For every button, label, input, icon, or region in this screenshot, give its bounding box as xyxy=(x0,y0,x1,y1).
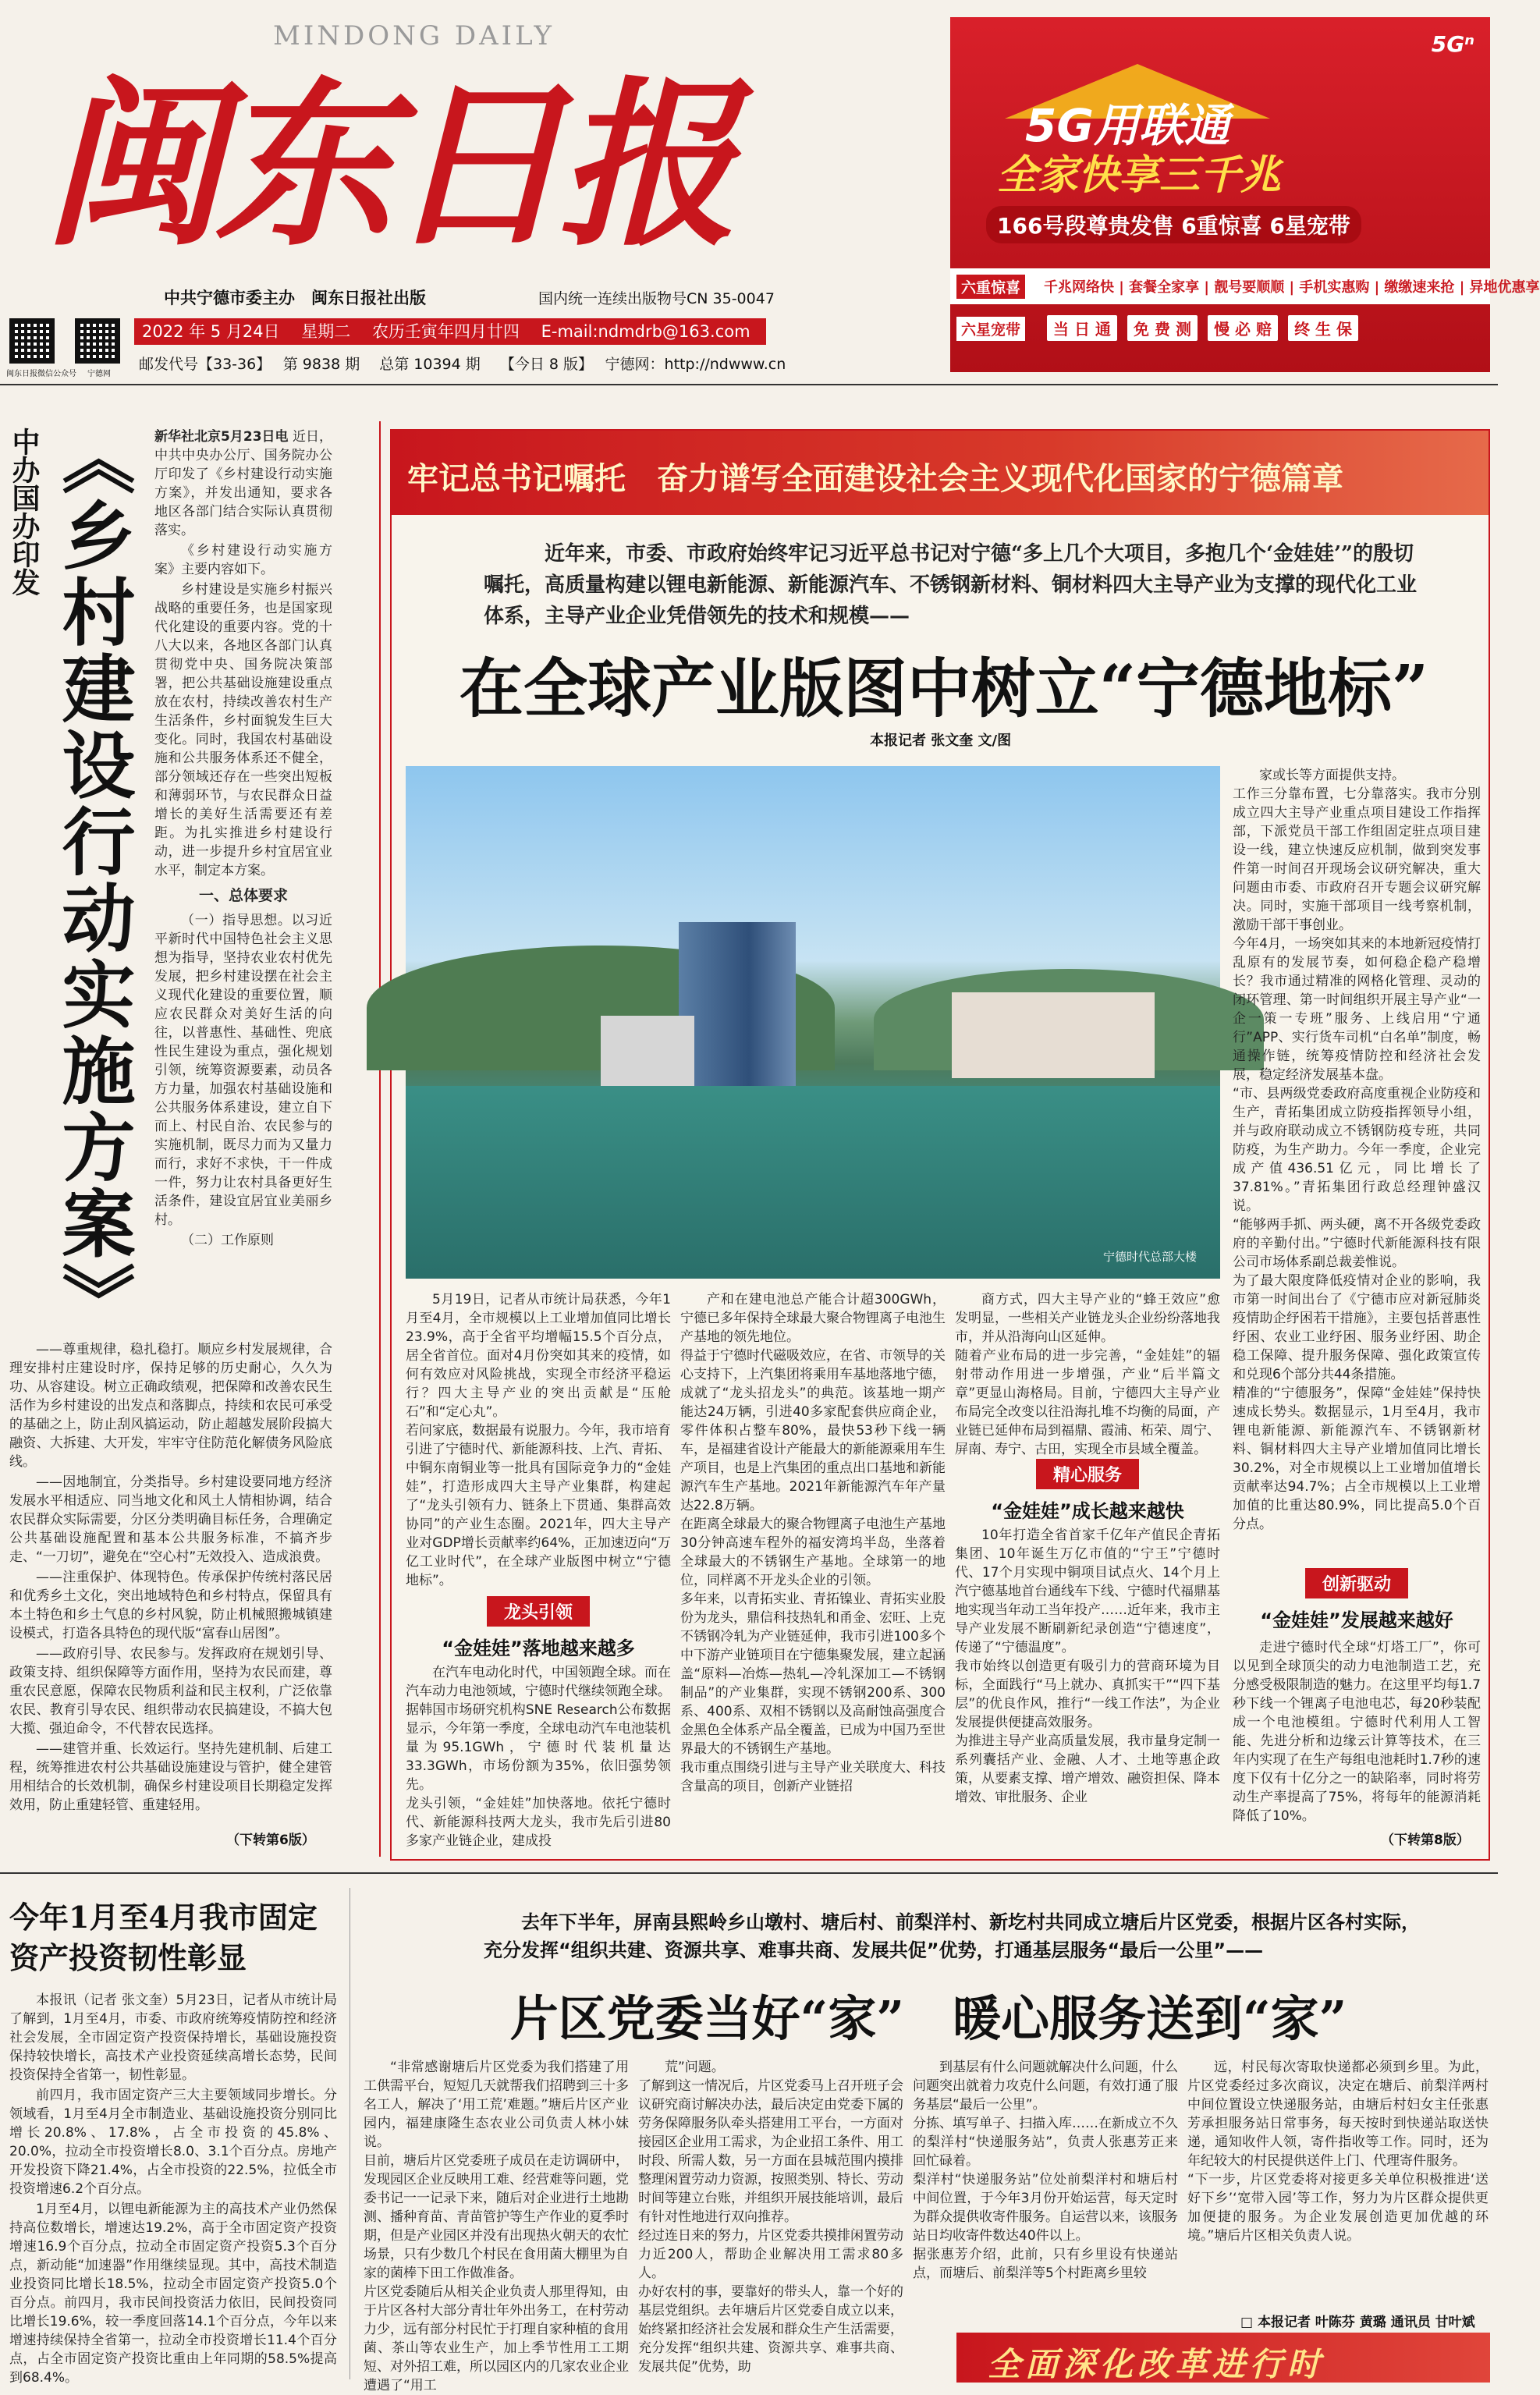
hq-photo xyxy=(406,766,1220,1279)
email: E-mail:ndmdrb@163.com xyxy=(541,322,750,341)
left-article-column xyxy=(154,428,332,1332)
side-building xyxy=(601,1016,694,1086)
ad-item: 千兆网络快 xyxy=(1044,279,1114,296)
main-right-column: 家或长等方面提供支持。 工作三分靠布置，七分靠落实。我市分别成立四大主导产业重点项目建设工作指挥部，下派党员干部工作组固定驻点项目建设一线，建立快速反应机制，做到突发事件第一时间召开现场会议研究解决，重大问题由市委、市政府召开专题会议研究解决。同时，实施干部项目一线考察机制，激励干部干事创业。 今年4月，一场突如其来的本地新冠疫情打乱原有的发展节奏，如何稳企稳产稳增长？我市通过精准的网格化管理、灵动的闭环管理、第一时间组织开展主导产业“一企一策一专班”服务、上线启用“宁通行”APP、实行货车司机“白名单”制度，畅通操作链，统筹疫情防控和经济社会发展，稳定经济发展基本盘。 “市、县两级党委政府高度重视企业防疫和生产，青拓集团成立防疫指挥领导小组，并与政府联动成立不锈钢防疫专班，共同防疫，为生产助力。今年一季度，企业完成产值436.51亿元，同比增长了37.81%。”青拓集团行政总经理钟盛汉说。 “能够两手抓、两头硬，离不开各级党委政府的辛勤付出。”宁德时代新能源科技有限公司市场体系副总裁姜惟说。 为了最大限度降低疫情对企业的影响，我市第一时间出台了《宁德市应对新冠肺炎疫情助企纾困若干措施》，主要包括普惠性纾困、农业工业纾困、服务业纾困、助企稳工保障、提升服务保障、强化政策宣传和兑现6个部分共44条措施。 精准的“宁德服务”，保障“金娃娃”保持快速成长势头。数据显示，1月至4月，我市锂电新能源、新能源汽车、不锈钢新材料、铜材料四大主导产业增加值同比增长30.2%，对全市规模以上工业增加值增长贡献率达94.7%；占全市规模以上工业增加值的比重达80.9%，同比提高5.0个百分点。 xyxy=(1233,768,1481,1532)
issue-number: 第 9838 期 xyxy=(282,356,360,373)
bottom-left-body xyxy=(9,1991,337,2386)
paragraph: ——因地制宜，分类指导。乡村建设要同地方经济发展水平相适应、同当地文化和风土人情相协调，结合农民群众实际需要，分区分类明确目标任务，合理确定公共基础设施配置和基本公共服务标准，不搞齐步走、“一刀切”，避免在“空心村”无效投入、造成浪费。 xyxy=(9,1474,332,1565)
subhead-leader xyxy=(406,1596,671,1660)
lunar-date: 农历壬寅年四月廿四 xyxy=(371,322,520,341)
ad-service-button: 终 生 保 xyxy=(1288,315,1358,341)
section-heading: 一、总体要求 xyxy=(198,887,288,904)
banner xyxy=(392,431,1489,515)
paragraph: 乡村建设是实施乡村振兴战略的重要任务，也是国家现代化建设的重要内容。党的十八大以来，各地区各部门认真贯彻党中央、国务院决策部署，把公共基础设施建设重点放在农村，持续改善农村生产生活条件，乡村面貌发生巨大变化。同时，我国农村基础设施和公共服务体系还不健全，部分领域还存在一些突出短板和薄弱环节，与农民群众日益增长的美好生活需要还有差距。为扎实推进乡村建设行动，进一步提升乡村宜居宜业水平，制定本方案。 xyxy=(154,582,332,878)
bottom-col-4: 远，村民每次寄取快递都必须到乡里。为此，片区党委经过多次商议，决定在塘后、前梨洋两村中间位置设立快递服务站，由塘后村妇女主任张惠芳承担服务站日常事务，每天按时到快递站取送快递，通知收件人领，寄件指收等工作。同时，还为年纪较大的村民提供送件上门、代理寄件服务。 “下一步，片区党委将对接更多关单位积极推进‘送好下乡’‘宽带入园’等工作，努力为片区群众提供更加便捷的服务。为企业发展创造更加优越的环境。”塘后片区相关负责人说。 xyxy=(1187,2060,1489,2244)
paragraph: （二）工作原则 xyxy=(181,1233,274,1248)
english-name: MINDONG DAILY xyxy=(273,20,555,51)
newspaper-logo: 闽东日报 xyxy=(43,60,729,271)
ad-item: 异地优惠享 xyxy=(1469,279,1540,296)
bottom-byline: □ 本报记者 叶陈芬 黄璐 通讯员 甘叶斌 xyxy=(1240,2315,1475,2330)
ad-item: 靓号要顺顺 xyxy=(1214,279,1285,296)
bottom-col-3: 到基层有什么问题就解决什么问题，什么问题突出就着力攻克什么问题，有效打通了服务基层“最后一公里”。 分拣、填写单子、扫描入库……在新成立不久的梨洋村“快递服务站”，负责人张惠芳正来回忙碌着。 梨洋村“快递服务站”位处前梨洋村和塘后村中间位置，于今年3月份开始运营，每天定时为群众提供收寄件服务。自运营以来，该服务站日均收寄件数达40件以上。 据张惠芳介绍，此前，只有乡里设有快递站点，而塘后、前梨洋等5个村距离乡里较 xyxy=(913,2060,1178,2281)
left-article-lower xyxy=(9,1340,332,1813)
page-count: 【今日 8 版】 xyxy=(499,356,586,373)
ad-headline-1: 5G用联通 xyxy=(1025,99,1230,152)
paragraph: ——尊重规律，稳扎稳打。顺应乡村发展规律，合理安排村庄建设时序，保持足够的历史耐心，久久为功、从容建设。树立正确政绩观，把保障和改善农民生活作为乡村建设的出发点和落脚点，持续和农民可承受的基础之上，防止刮风搞运动，防止超越发展阶段搞大融资、大拆建、大开发，牢牢守住防范化解债务风险底线。 xyxy=(9,1342,332,1470)
subhead-tag: 龙头引领 xyxy=(487,1596,590,1627)
ad-row1-label: 六重惊喜 xyxy=(956,275,1025,299)
ad-slogan: 166号段尊贵发售 6重惊喜 6星宠带 xyxy=(986,206,1361,243)
column-divider xyxy=(379,421,381,1857)
subhead-service xyxy=(955,1459,1220,1523)
main-col-2: 产和在建电池总产能合计超300GWh，宁德已多年保持全球最大聚合物锂离子电池生产基地的领先地位。 得益于宁德时代磁吸效应，在省、市领导的关心支持下，上汽集团将乘用车基地落地宁德，成就了“龙头招龙头”的典范。该基地一期产能达24万辆，引进40多家配套供应商企业，零件体积占整车80%，最快53秒下线一辆车，是福建省设计产能最大的新能源乘用车生产项目，也是上汽集团的重点出口基地和新能源汽车生产基地。2021年新能源汽车年产量达22.8万辆。 在距离全球最大的聚合物锂离子电池生产基地30分钟高速车程外的福安湾坞半岛，坐落着全球最大的不锈钢生产基地。全球第一的地位，同样离不开龙头企业的引领。 多年来，以青拓实业、青拓镍业、青拓实业股份为龙头，鼎信科技热轧和甬金、宏旺、上克不锈钢冷轧为产业链延伸，我市引进100多个中下游产业链项目在宁德集聚发展，建立起涵盖“原料—冶炼—热轧—冷轧深加工—不锈钢制品”的产业集群，实现不锈钢200系、300系、400系、双相不锈钢以及高耐蚀高强度合金黑色全体系产品全覆盖，已成为中国乃至世界最大的不锈钢生产基地。 我市重点围绕引进与主导产业关联度大、科技含量高的项目，创新产业链招 xyxy=(680,1292,946,1794)
qr-code-wechat xyxy=(9,318,55,364)
main-col-3b: 10年打造全省首家千亿年产值民企青拓集团、10年诞生万亿市值的“宁王”宁德时代、17个月实现中铜项目试点火、14个月上汽宁德基地首台通线车下线、宁德时代福鼎基地实现当年动工当年投产……近年来，我市主导产业发展不断刷新纪录创造“宁德速度”，传递了“宁德温度”。 我市始终以创造更有吸引力的营商环境为目标，全面践行“马上就办、真抓实干”“四下基层”的优良作风，推行“一线工作法”，为企业发展提供便捷高效服务。 为推进主导产业高质量发展，我市量身定制一系列囊括产业、金融、人才、土地等惠企政策，从要素支撑、增产增效、融资担保、降本增效、审批服务、企业 xyxy=(955,1527,1220,1805)
subhead-title: “金娃娃”发展越来越好 xyxy=(1260,1609,1453,1631)
date-bar xyxy=(134,318,766,345)
sponsor-line: 中共宁德市委主办 闽东日报社出版 xyxy=(164,289,426,307)
total-number: 总第 10394 期 xyxy=(379,356,481,373)
paragraph: 前四月，我市固定资产三大主要领域同步增长。分领域看，1月至4月全市制造业、基础设施投资分别同比增长20.8%、17.8%，占全市投资的45.8%、20.0%，拉动全市投资增长8.0、3.1个百分点。房地产开发投资下降21.4%，占全市投资的22.5%，拉低全市投资增速6.2个百分点。 xyxy=(9,2088,337,2197)
paragraph: ——政府引导、农民参与。发挥政府在规划引导、政策支持、组织保障等方面作用，坚持为农民而建，尊重农民意愿，保障农民物质利益和民主权利，广泛依靠农民、教育引导农民、组织带动农民搞建设，不搞大包大揽、强迫命令，不代替农民选择。 xyxy=(9,1646,332,1737)
reform-banner xyxy=(956,2333,1490,2383)
photo-caption: 宁德时代总部大楼 xyxy=(1102,1250,1197,1264)
main-col-1b: 在汽车电动化时代，中国领跑全球。而在汽车动力电池领域，宁德时代继续领跑全球。据韩国市场研究机构SNE Research公布数据显示，今年第一季度，全球电动汽车电池装机量为95.1GWh，宁德时代装机量达33.3GWh，市场份额为35%，依旧强势领先。 龙头引领，“金娃娃”加快落地。依托宁德时代、新能源科技两大龙头，我市先后引进80多家产业链企业，建成投 xyxy=(406,1665,671,1849)
bottom-col-1: “非常感谢塘后片区党委为我们搭建了用工供需平台，短短几天就帮我们招聘到三十多名工人，解决了‘用工荒’难题。”塘后片区产业园内，福建康隆生态农业公司负责人林小妹说。 目前，塘后片区党委班子成员在走访调研中，发现园区企业反映用工难、经营难等问题，党委书记一一记录下来，随后对企业进行土地勘测、播种育苗、青苗管护等生产作业的夏季时期，但是产业园区并没有出现热火朝天的农忙场景，只有少数几个村民在食用菌大棚里为自家的菌棒下田工作做准备。 片区党委随后从相关企业负责人那里得知，由于片区各村大部分青壮年外出务工，在村劳动力少，远有部分村民忙于打理自家种植的食用菌、茶山等农业生产，加上季节性用工工期短、对外招工难，所以园区内的几家农业企业遭遇了“用工 xyxy=(364,2060,629,2393)
subhead-innovation xyxy=(1233,1568,1481,1632)
issue-info xyxy=(139,353,786,374)
main-continued: （下转第8版） xyxy=(1381,1833,1470,1848)
main-headline: 在全球产业版图中树立“宁德地标” xyxy=(459,651,1429,726)
ad-service-button: 当 日 通 xyxy=(1047,315,1117,341)
main-lead: 近年来，市委、市政府始终牢记习近平总书记对宁德“多上几个大项目，多抱几个‘金娃娃’”的殷切嘱托，高质量构建以锂电新能源、新能源汽车、不锈钢新材料、铜材料四大主导产业为支撑的现代化工业体系，主导产业企业凭借领先的技术和规模—— xyxy=(484,542,1418,628)
paragraph: 《乡村建设行动实施方案》主要内容如下。 xyxy=(154,543,332,577)
left-continued: （下转第6版） xyxy=(226,1833,315,1848)
main-col-1: 5月19日，记者从市统计局获悉，今年1月至4月，全市规模以上工业增加值同比增长23.9%，高于全省平均增幅15.5个百分点，居全省首位。面对4月份突如其来的疫情，如何有效应对风险挑战，实现全市经济平稳运行？四大主导产业的突出贡献是“压舱石”和“定心丸”。 若问家底，数据最有说服力。今年，我市培育引进了宁德时代、新能源科技、上汽、青拓、中铜东南铜业等一批具有国际竞争力的“金娃娃”，打造形成四大主导产业集群，构建起了“龙头引领有力、链条上下贯通、集群高效协同”的产业生态圈。2021年，四大主导产业对GDP增长贡献率约64%，正加速迈向“万亿工业时代”，在全球产业版图中树立“宁德地标”。 xyxy=(406,1292,671,1588)
left-headline: 《乡村建设行动实施方案》 xyxy=(49,421,135,1339)
website-link[interactable]: 宁德网：http://ndwww.cn xyxy=(605,356,786,373)
paragraph: 本报讯（记者 张文奎）5月23日，记者从市统计局了解到，1月至4月，市委、市政府统筹疫情防控和经济社会发展，全市固定资产投资保持增长，基础设施投资保持较快增长，高技术产业投资延续高增长态势，民间投资保持全省第一，韧性彰显。 xyxy=(9,1992,337,2083)
paragraph: （一）指导思想。以习近平新时代中国特色社会主义思想为指导，坚持农业农村优先发展，把乡村建设摆在社会主义现代化建设的重要位置，顺应农民群众对美好生活的向往，以普惠性、基础性、兜底性民生建设为重点，强化规划引领，统筹资源要素，动员各方力量，加强农村基础设施和公共服务体系建设，建立自下而上、村民自治、农民参与的实施机制，既尽力而为又量力而行，求好不求快，干一件成一件，努力让农村具备更好生活条件，建设宜居宜业美丽乡村。 xyxy=(154,913,332,1228)
ad-service-button: 免 费 测 xyxy=(1127,315,1198,341)
tower-building xyxy=(679,922,796,1086)
reform-banner-text: 全面深化改革进行时 xyxy=(988,2345,1325,2383)
qr2-caption: 宁德网 xyxy=(87,370,111,378)
postal-code: 邮发代号【33-36】 xyxy=(139,356,264,373)
ad-row-2 xyxy=(950,310,1490,346)
top-divider xyxy=(0,384,1498,385)
main-col-3: 商方式，四大主导产业的“蜂王效应”愈发明显，一些相关产业链龙头企业纷纷落地我市，并从沿海向山区延伸。 随着产业布局的进一步完善，“金娃娃”的辐射带动作用进一步增强，产业“后半篇文章”更显山海格局。目前，宁德四大主导产业布局完全改变以往沿海扎堆不均衡的局面，产业链已延伸布局到福鼎、霞浦、柘荣、周宁、屏南、寿宁、古田，实现全市县域全覆盖。 xyxy=(955,1292,1220,1457)
unicom-ad[interactable] xyxy=(950,17,1540,372)
ad-headline-2: 全家快享三千兆 xyxy=(997,152,1282,199)
ad-item: 缴缴速来抢 xyxy=(1384,279,1455,296)
main-right-column-bottom: 走进宁德时代全球“灯塔工厂”，你可以见到全球顶尖的动力电池制造工艺，充分感受极限制造的魅力。在这里平均每1.7秒下线一个锂离子电池电芯，每20秒装配成一个电池模组。宁德时代利用人工智能、先进分析和边缘云计算等技术，在三年内实现了在生产每组电池耗时1.7秒的速度下仅有十亿分之一的缺陷率，同时将劳动生产率提高了75%，将每年的能源消耗降低了10%。 xyxy=(1233,1640,1481,1824)
bottom-left-headline: 今年1月至4月我市固定资产投资韧性彰显 xyxy=(9,1900,318,1975)
ad-item: 手机实惠购 xyxy=(1299,279,1370,296)
bottom-right-headline: 片区党委当好“家” 暖心服务送到“家” xyxy=(509,1990,1347,2047)
issue-date: 2022 年 5 月24日 xyxy=(142,322,280,341)
main-byline: 本报记者 张文奎 文/图 xyxy=(870,733,1012,749)
ad-service-button: 慢 必 赔 xyxy=(1208,315,1278,341)
subhead-title: “金娃娃”成长越来越快 xyxy=(991,1500,1184,1522)
ad-row2-label: 六星宠带 xyxy=(956,317,1025,341)
dateline: 新华社北京5月23日电 xyxy=(154,429,289,445)
subhead-tag: 创新驱动 xyxy=(1305,1568,1408,1598)
bottom-divider xyxy=(0,1872,1498,1874)
paragraph: 1月至4月，以锂电新能源为主的高技术产业仍然保持高位数增长，增速达19.2%，高于全市固定资产投资增速16.9个百分点，拉动全市固定资产投资5.3个百分点，新动能“加速器”作用继续显现。其中，高技术制造业投资同比增长18.5%，拉动全市固定资产投资5.0个百分点。前四月，我市民间投资活力依旧，民间投资同比增长19.6%，较一季度回落14.1个百分点，今年以来增速持续保持全省第一，拉动全市投资增长11.4个百分点，占全市固定资产投资比重由上年同期的58.5%提高到68.4%。 xyxy=(9,2202,337,2386)
weekday: 星期二 xyxy=(301,322,351,341)
banner-text: 牢记总书记嘱托 奋力谱写全面建设社会主义现代化国家的宁德篇章 xyxy=(407,460,1343,497)
paragraph: ——注重保护、体现特色。传承保护传统村落民居和优秀乡土文化，突出地域特色和乡村特点，保留具有本土特色和乡土气息的乡村风貌，防止机械照搬城镇建设模式，打造各具特色的现代版“富春山居图”。 xyxy=(9,1570,332,1641)
qr1-caption: 闽东日报微信公众号 xyxy=(6,370,76,378)
subhead-tag: 精心服务 xyxy=(1036,1459,1139,1489)
cn-number: 国内统一连续出版物号CN 35-0047 xyxy=(538,290,775,307)
bottom-right-lead: 去年下半年，屏南县熙岭乡山墩村、塘后村、前梨洋村、新圪村共同成立塘后片区党委，根据片区各村实际，充分发挥“组织共建、资源共享、难事共商、发展共促”优势，打通基层服务“最后一公里”—— xyxy=(484,1911,1420,1961)
river xyxy=(406,1086,1220,1279)
ad-badge: 5Gⁿ xyxy=(1431,31,1474,57)
paragraph: 近日，中共中央办公厅、国务院办公厅印发了《乡村建设行动实施方案》，并发出通知，要求各地区各部门结合实际认真贯彻落实。 xyxy=(154,429,332,538)
bottom-col-2: 荒”问题。 了解到这一情况后，片区党委马上召开班子会议研究商讨解决办法，最后决定由党委下属的劳务保障服务队牵头搭建用工平台，一方面对接园区企业用工需求，为企业招工条件、用工时段、所需人数，另一方面在县城范围内摸排整理闲置劳动力资源，按照类别、特长、劳动时间等建立台账，并组织开展技能培训，最后有针对性地进行双向推荐。 经过连日来的努力，片区党委共摸排闲置劳动力近200人，帮助企业解决用工需求80多人。 办好农村的事，要靠好的带头人，靠一个好的基层党组织。去年塘后片区党委自成立以来，始终紧扣经济社会发展和群众生产生活需要，充分发挥“组织共建、资源共享、难事共商、发展共促”优势，助 xyxy=(638,2060,903,2375)
paragraph: ——建管并重、长效运行。坚持先建机制、后建工程，统筹推进农村公共基础设施建设与管护，健全建管用相结合的长效机制，确保乡村建设项目长期稳定发挥效用，防止重建轻管、重建轻用。 xyxy=(9,1741,332,1813)
side-building xyxy=(952,992,1155,1078)
qr-code-website xyxy=(75,318,120,364)
ad-item: 套餐全家享 xyxy=(1129,279,1200,296)
subhead-title: “金娃娃”落地越来越多 xyxy=(442,1637,635,1659)
ad-row-1: 六重惊喜 千兆网络快 | 套餐全家享 | 靓号要顺顺 | 手机实惠购 | 缴缴速来抢 | 异地优惠享 xyxy=(950,268,1490,304)
left-kicker: 中办国办印发 xyxy=(8,428,41,596)
